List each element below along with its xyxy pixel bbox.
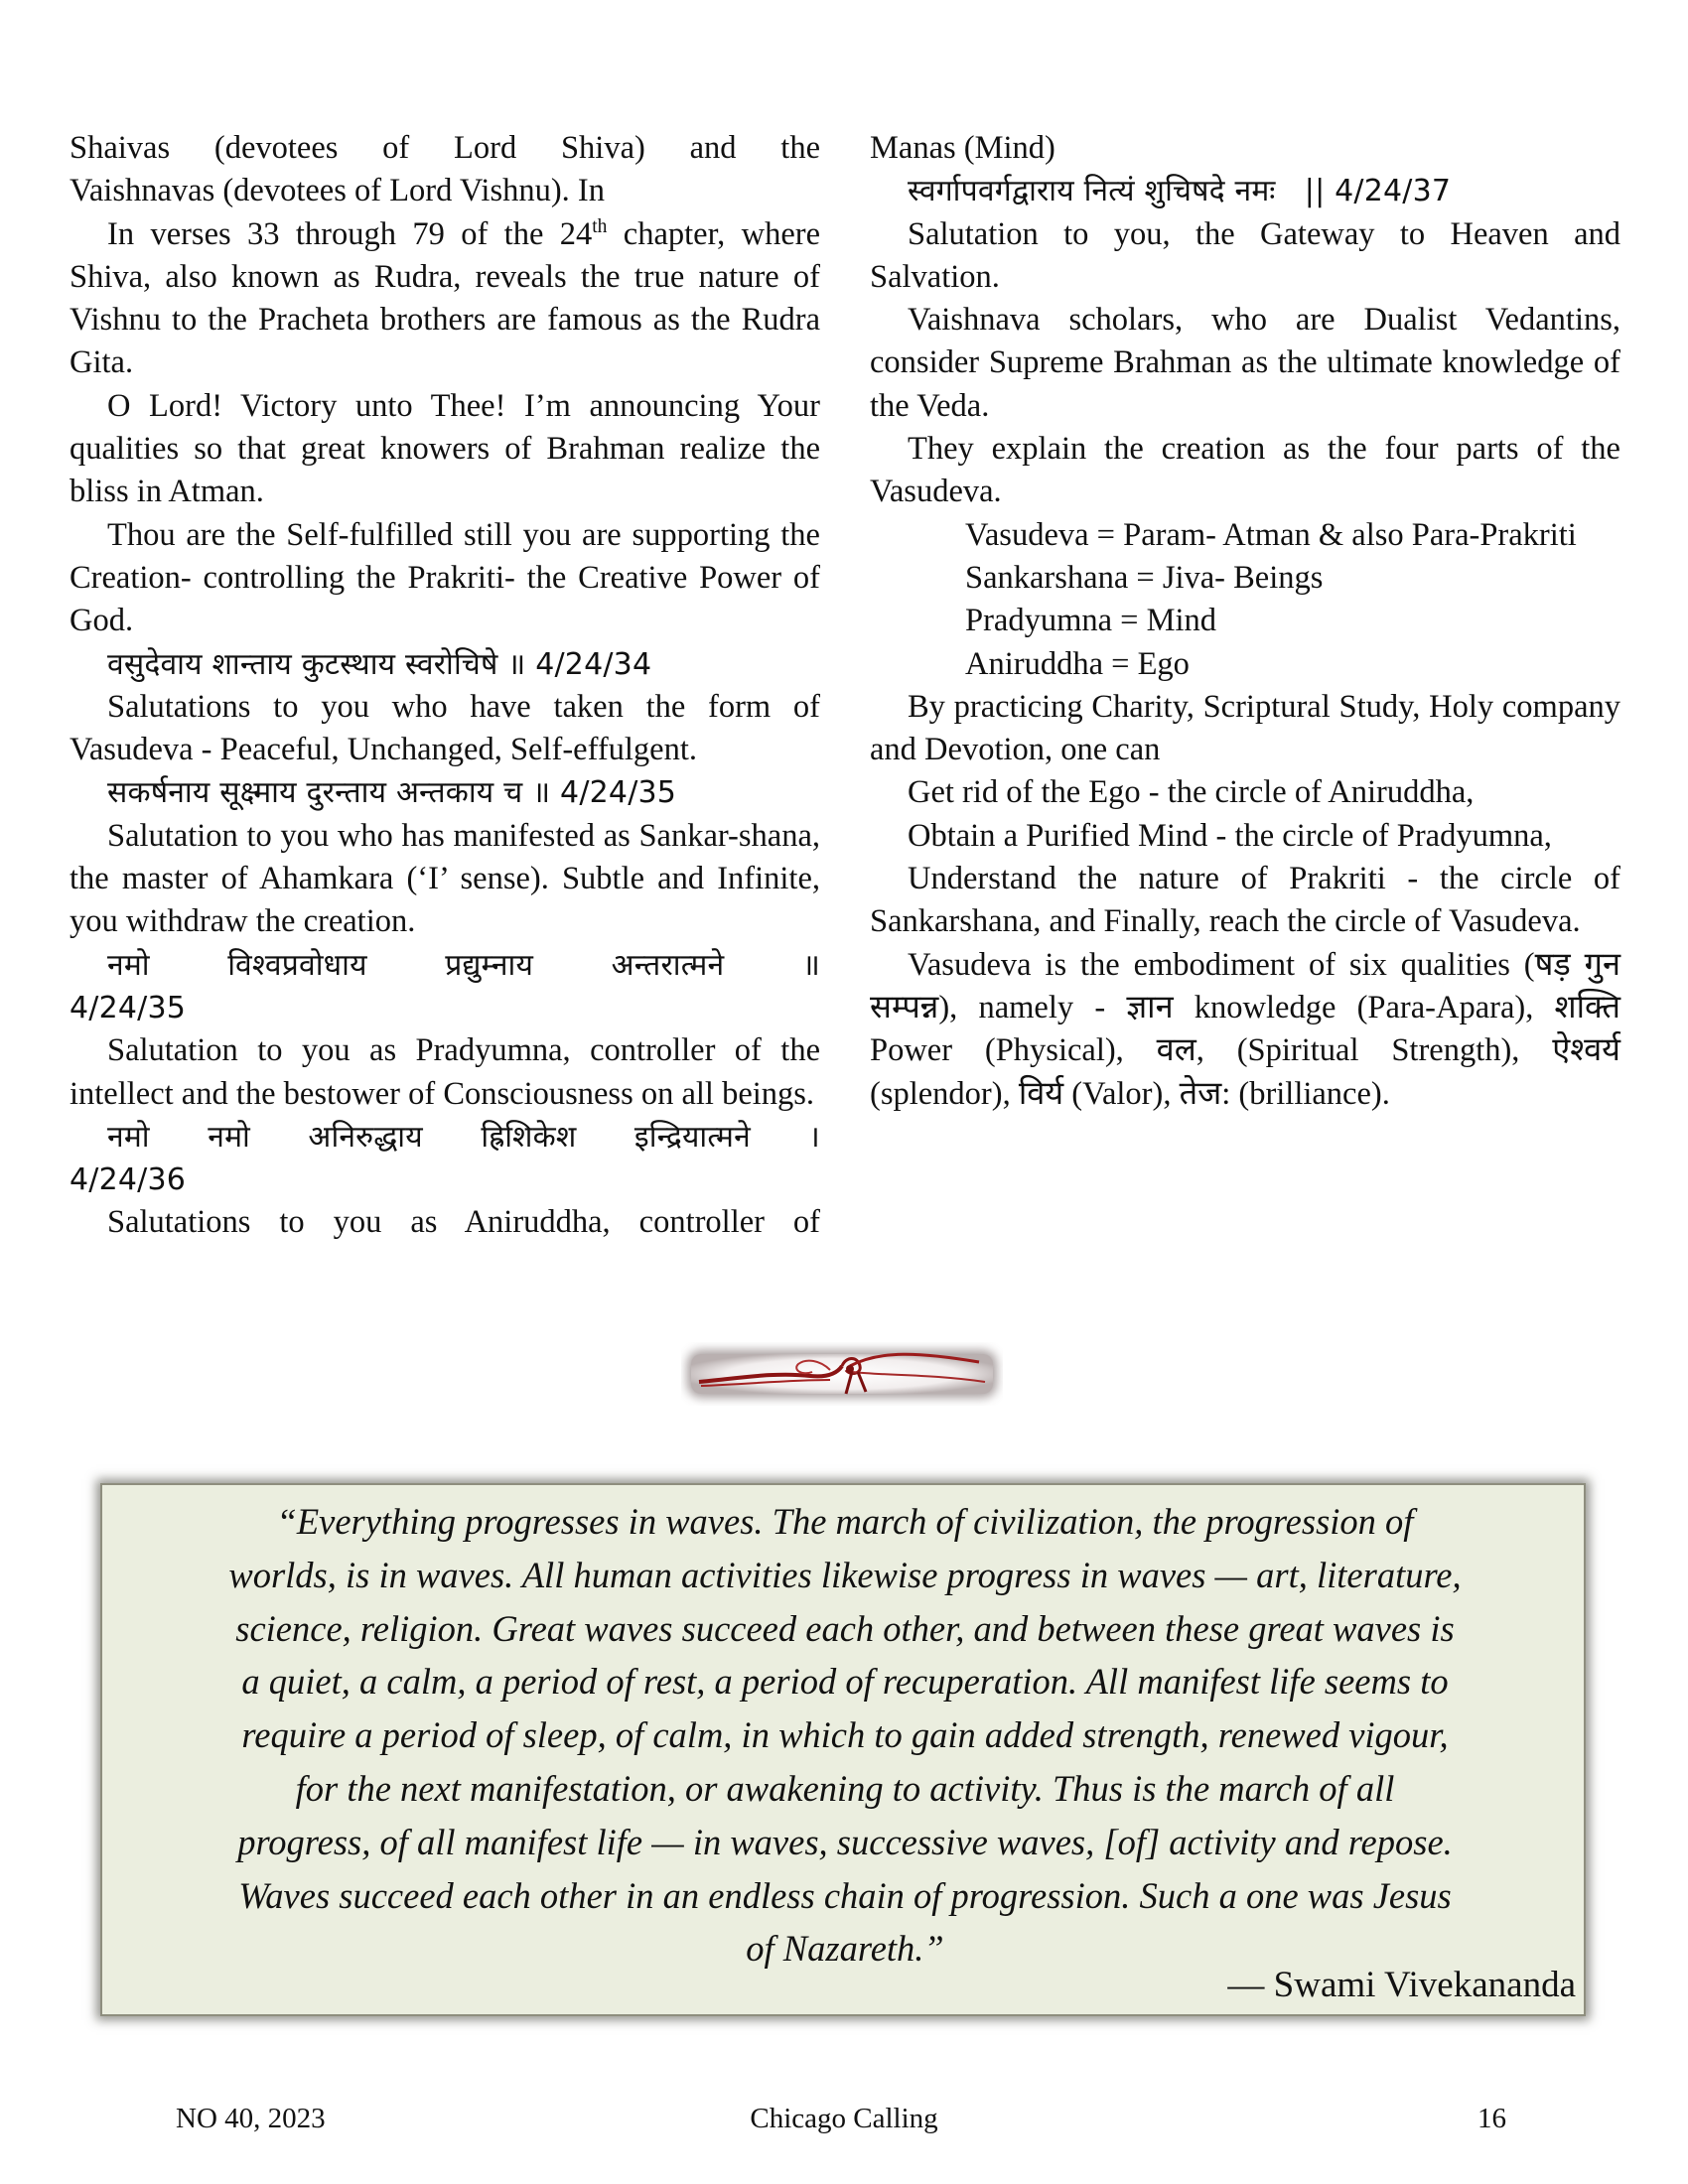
paragraph-self-fulfilled: Thou are the Self-fulfilled still you are supporting the Creation- controlling the Prakriti- the Creative Power of God.: [70, 516, 820, 639]
paragraph-vasudeva-salutation: Salutations to you who have taken the form of Vasudeva - Peaceful, Unchanged, Self-effulgent.: [70, 688, 820, 768]
quote-box: [100, 1483, 1586, 2016]
paragraph-victory: O Lord! Victory unto Thee! I’m announcing Your qualities so that great knowers of Brahman realize the bliss in Atman.: [70, 387, 820, 510]
quote-line: worlds, is in waves. All human activities likewise progress in waves — art, literature,: [228, 1554, 1462, 1595]
quote-line: “Everything progresses in waves. The march of civilization, the progression of: [276, 1501, 1414, 1542]
left-column: [70, 127, 820, 1245]
verse-4-24-34: वसुदेवाय शान्ताय कुटस्थाय स्वरोचिषे ॥ 4/24/34: [107, 646, 652, 682]
footer-publication: Chicago Calling: [750, 2103, 938, 2134]
paragraph-aniruddha-salutation: Salutations to you as Aniruddha, controller of: [107, 1204, 820, 1241]
equation-vasudeva: Vasudeva = Param- Atman & also Para-Prakriti: [965, 516, 1577, 553]
ordinal-suffix: th: [592, 215, 608, 237]
right-column: [870, 127, 1620, 1116]
page-footer: [0, 2103, 1688, 2138]
quote-line: Waves succeed each other in an endless chain of progression. Such a one was Jesus: [238, 1874, 1452, 1916]
paragraph-four-parts: They explain the creation as the four parts of the Vasudeva.: [870, 431, 1620, 510]
quote-line: science, religion. Great waves succeed each other, and between these great waves is: [235, 1607, 1455, 1649]
rudra-gita-text-b: chapter, where Shiva, also known as Rudra, reveals the true nature of Vishnu to the Pracheta brothers are famous as the Rudra Gita.: [70, 215, 820, 381]
quote-text: [112, 1495, 1578, 1976]
paragraph-prakriti: Understand the nature of Prakriti - the circle of Sankarshana, and Finally, reach the circle of Vasudeva.: [870, 861, 1620, 940]
footer-page-number: 16: [1477, 2103, 1506, 2134]
paragraph-pradyumna-salutation: Salutation to you as Pradyumna, controller of the intellect and the bestower of Consciousness on all beings.: [70, 1032, 820, 1112]
rudra-gita-text-a: In verses 33 through 79 of the 24: [107, 215, 593, 252]
quote-line: require a period of sleep, of calm, in which to gain added strength, renewed vigour,: [241, 1714, 1449, 1756]
quote-author: — Swami Vivekananda: [1227, 1965, 1576, 2005]
footer-issue: NO 40, 2023: [176, 2103, 326, 2134]
equation-aniruddha: Aniruddha = Ego: [965, 645, 1190, 682]
paragraph-purified-mind: Obtain a Purified Mind - the circle of Pradyumna,: [908, 817, 1552, 854]
verse-4-24-35b-line1: नमो विश्वप्रवोधाय प्रद्युम्नाय अन्तरात्मने ॥: [107, 947, 820, 983]
verse-4-24-37: स्वर्गापवर्गद्वाराय नित्यं शुचिषदे नमः || 4/24/37: [908, 174, 1452, 209]
ornament-divider: [681, 1342, 1003, 1406]
equation-sankarshana: Sankarshana = Jiva- Beings: [965, 559, 1324, 596]
quote-line: a quiet, a calm, a period of rest, a period of recuperation. All manifest life seems to: [241, 1661, 1449, 1703]
paragraph-six-qualities: Vasudeva is the embodiment of six qualities (षड़ गुन सम्पन्न), namely - ज्ञान knowledge (Para-Apara), शक्ति Power (Physical), वल, (Spiritual Strength), ऐश्वर्य (splendor), विर्य (Valor), तेज: (brilliance).: [870, 946, 1620, 1112]
paragraph-rudra-gita: [70, 213, 820, 385]
quote-line: of Nazareth.”: [746, 1928, 944, 1970]
verse-4-24-35a: सकर्षनाय सूक्ष्माय दुरन्ताय अन्तकाय च ॥ 4/24/35: [107, 775, 677, 811]
paragraph-ego: Get rid of the Ego - the circle of Aniruddha,: [908, 774, 1475, 811]
verse-4-24-36-line1: नमो नमो अनिरुद्धाय ह्रिशिकेश इन्द्रियात्मने ।: [107, 1119, 820, 1155]
paragraph-sankarshana-salutation: Salutation to you who has manifested as Sankar-shana, the master of Ahamkara (‘I’ sense). Subtle and Infinite, you withdraw the creation.: [70, 817, 820, 940]
verse-4-24-36-line2: 4/24/36: [70, 1162, 187, 1198]
quote-line: progress, of all manifest life — in waves, successive waves, [of] activity and repose.: [237, 1821, 1453, 1862]
paragraph-practicing: By practicing Charity, Scriptural Study, Holy company and Devotion, one can: [870, 688, 1620, 768]
quote-line: for the next manifestation, or awakening to activity. Thus is the march of all: [295, 1767, 1395, 1809]
paragraph-intro-line1: Shaivas (devotees of Lord Shiva) and the: [70, 130, 820, 166]
paragraph-manas: Manas (Mind): [870, 130, 1055, 166]
verse-4-24-35b-line2: 4/24/35: [70, 990, 187, 1025]
paragraph-intro-line2: Vaishnavas (devotees of Lord Vishnu). In: [70, 173, 605, 209]
paragraph-vaishnava-scholars: Vaishnava scholars, who are Dualist Vedantins, consider Supreme Brahman as the ultimate knowledge of the Veda.: [870, 302, 1620, 424]
equation-pradyumna: Pradyumna = Mind: [965, 603, 1217, 639]
paragraph-gateway: Salutation to you, the Gateway to Heaven and Salvation.: [870, 215, 1620, 295]
